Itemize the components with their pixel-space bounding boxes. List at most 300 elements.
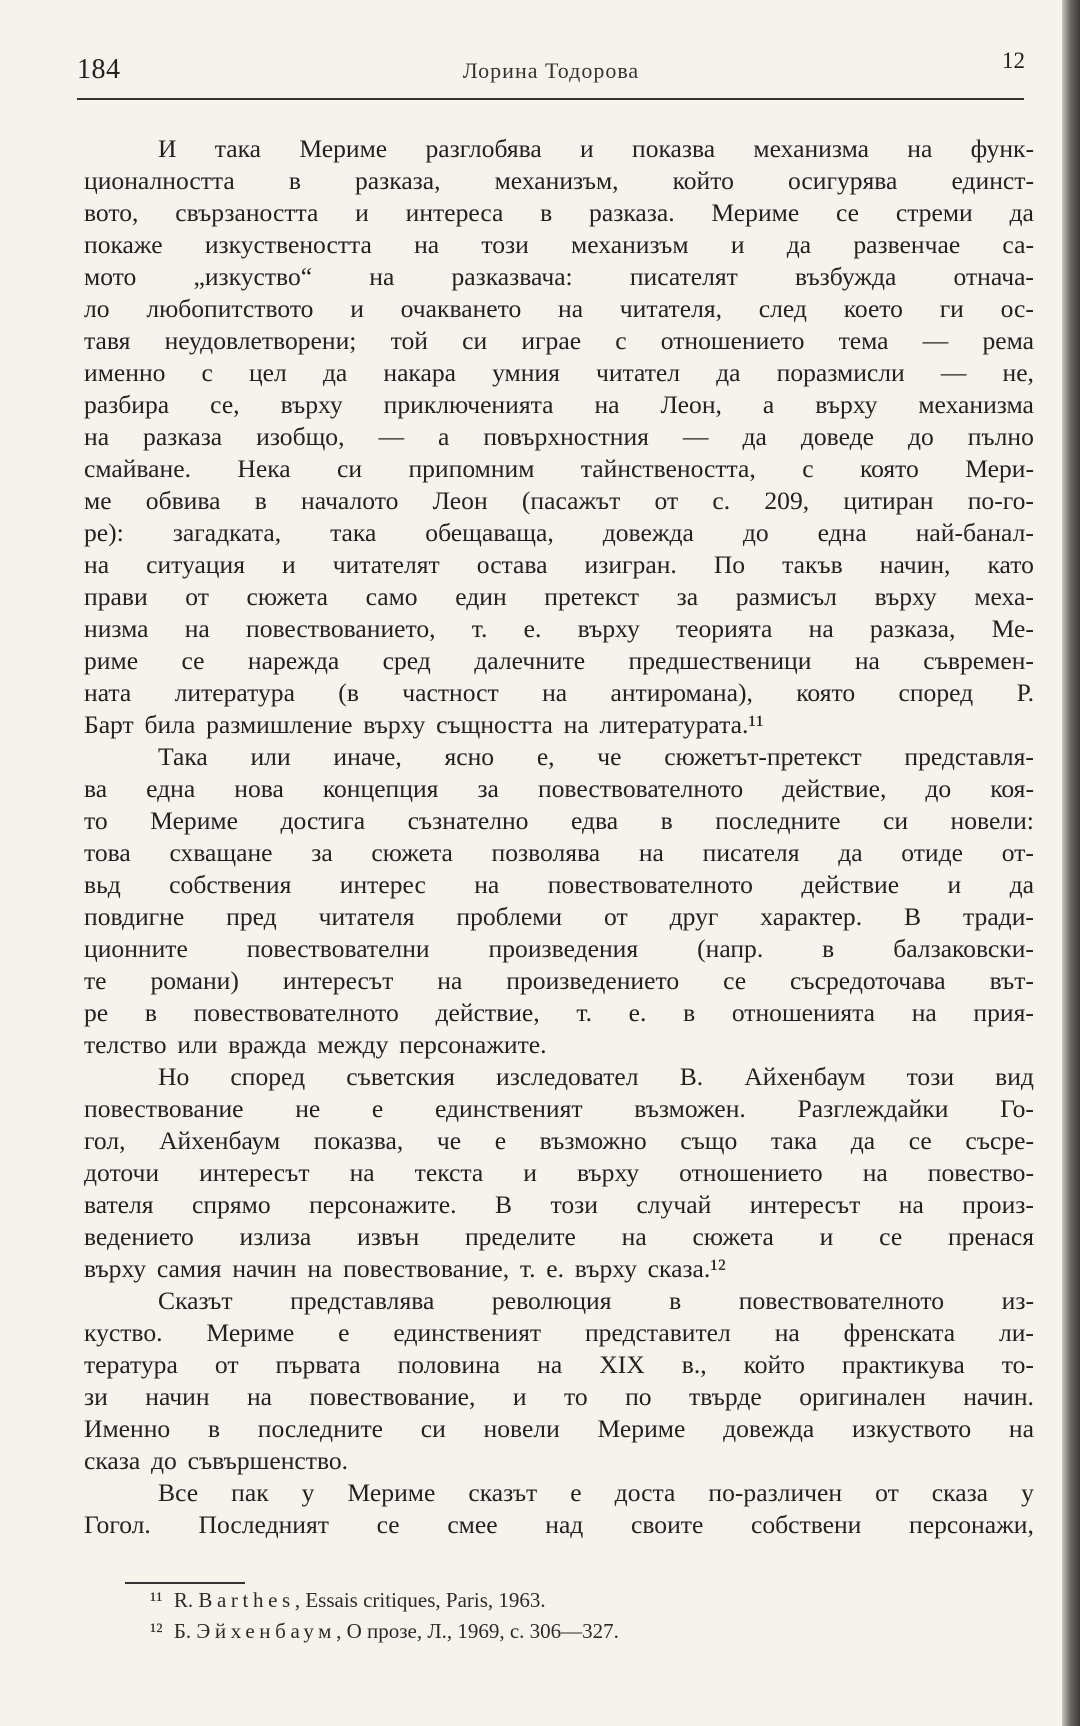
word: да — [850, 1126, 876, 1155]
word: първата — [275, 1350, 361, 1379]
word: се — [908, 1126, 932, 1155]
running-head — [77, 48, 1025, 88]
word: революция — [491, 1286, 612, 1315]
word: иначе, — [333, 742, 402, 771]
word: ос- — [1000, 294, 1034, 323]
text-line — [84, 1157, 1034, 1189]
word: куство. — [84, 1318, 163, 1347]
word: Сказът — [158, 1286, 233, 1315]
word: върху — [576, 1158, 640, 1187]
word: ва — [84, 774, 108, 803]
word: повествование, — [343, 1254, 510, 1283]
word: пак — [231, 1478, 269, 1507]
word: възбужда — [795, 262, 897, 291]
word: в — [669, 1286, 682, 1315]
footnote-text: , О прозе, Л., 1969, с. 306—327. — [336, 1619, 619, 1643]
word: вът- — [989, 966, 1034, 995]
word: след — [758, 294, 807, 323]
text-line — [84, 1477, 1034, 1509]
word: на — [1008, 1414, 1034, 1443]
word: (пасажът — [521, 486, 621, 515]
word: очакването — [400, 294, 522, 323]
word: произведения — [488, 934, 639, 963]
word: представля- — [904, 742, 1034, 771]
word: сказът — [468, 1478, 538, 1507]
book-spine-shadow — [1062, 0, 1080, 1726]
word: по — [625, 1382, 652, 1411]
word: сказа.¹² — [647, 1254, 726, 1283]
word: В — [904, 902, 922, 931]
word: за — [311, 838, 333, 867]
word: Но — [158, 1062, 190, 1091]
word: риме — [84, 646, 139, 675]
word: покаже — [84, 230, 163, 259]
text-line — [84, 1381, 1034, 1413]
word: тема — [838, 326, 889, 355]
word: в — [144, 998, 157, 1027]
word: върху — [815, 390, 878, 419]
footnote-rule — [125, 1582, 245, 1584]
word: да — [786, 230, 812, 259]
word: повествователното — [738, 1286, 945, 1315]
word: прия- — [973, 998, 1034, 1027]
word: ме — [84, 486, 112, 515]
word: в — [540, 198, 553, 227]
word: произ- — [962, 1190, 1034, 1219]
word: на — [594, 390, 620, 419]
word: читателя, — [619, 294, 723, 323]
word: оригинален — [799, 1382, 926, 1411]
word: ли- — [998, 1318, 1034, 1347]
word: разглобява — [425, 134, 542, 163]
text-line — [84, 1253, 1034, 1285]
word: случай — [636, 1190, 712, 1219]
word: на — [774, 1318, 800, 1347]
word: разказа, — [355, 166, 441, 195]
text-line — [84, 1317, 1034, 1349]
word: отношението — [660, 326, 805, 355]
word: именно — [84, 358, 166, 387]
word: проблеми — [456, 902, 563, 931]
body-text — [84, 133, 1034, 1541]
word: разказвача: — [451, 262, 573, 291]
word: съветския — [346, 1062, 455, 1091]
word: да — [742, 422, 767, 451]
word: мото — [84, 262, 137, 291]
text-line — [84, 837, 1034, 869]
word: извън — [357, 1222, 420, 1251]
word: механизма — [753, 134, 869, 163]
word: функ- — [970, 134, 1034, 163]
word: позволява — [491, 838, 601, 867]
word: ло — [84, 294, 110, 323]
word: писателя — [702, 838, 800, 867]
word: от — [654, 486, 679, 515]
word: обвива — [145, 486, 221, 515]
word: Нека — [237, 454, 291, 483]
word: — — [682, 422, 709, 451]
word: ционалността — [84, 166, 235, 195]
text-line — [84, 741, 1034, 773]
word: в — [288, 166, 301, 195]
word: и — [355, 198, 369, 227]
word: читателят — [332, 550, 440, 579]
word: на — [542, 678, 568, 707]
word: който — [672, 166, 734, 195]
word: на — [898, 1190, 924, 1219]
word: зи — [84, 1382, 108, 1411]
text-line — [84, 165, 1034, 197]
word: от- — [1001, 838, 1034, 867]
word: из- — [1001, 1286, 1034, 1315]
word: читател — [595, 358, 681, 387]
word: интерес — [339, 870, 426, 899]
page-number: 184 — [77, 54, 121, 85]
word: на — [349, 1158, 375, 1187]
word: да — [838, 838, 863, 867]
word: т. — [576, 998, 592, 1027]
word: персонажи, — [909, 1510, 1034, 1539]
word: до — [151, 1446, 177, 1475]
word: Гогол. — [84, 1510, 151, 1539]
word: отношенията — [731, 998, 876, 1027]
word: не — [295, 1094, 321, 1123]
word: практикува — [841, 1350, 965, 1379]
word: вото, — [84, 198, 139, 227]
word: с — [615, 326, 627, 355]
word: вид — [995, 1062, 1034, 1091]
word: механизъм, — [494, 166, 619, 195]
text-line — [84, 197, 1034, 229]
word: изкуствеността — [204, 230, 372, 259]
footnote-author-initial: R. — [173, 1588, 194, 1612]
word: върху — [280, 390, 343, 419]
word: в — [822, 934, 835, 963]
word: тавя — [84, 326, 131, 355]
word: показва, — [313, 1126, 404, 1155]
word: половина — [397, 1350, 501, 1379]
word: спрямо — [192, 1190, 271, 1219]
word: между — [317, 1030, 389, 1059]
word: което — [843, 294, 903, 323]
text-line — [84, 1221, 1034, 1253]
word: произведението — [506, 966, 680, 995]
word: повество- — [927, 1158, 1034, 1187]
word: съсредоточава — [790, 966, 946, 995]
word: пред — [226, 902, 277, 931]
word: интереса — [405, 198, 504, 227]
word: новели: — [950, 806, 1034, 835]
word: интересът — [199, 1158, 310, 1187]
word: то — [564, 1382, 588, 1411]
word: действие, — [435, 998, 540, 1027]
word: изобщо, — [256, 422, 345, 451]
word: е — [494, 1126, 507, 1155]
word: на — [621, 1222, 647, 1251]
text-line — [84, 293, 1034, 325]
word: сюжета — [692, 1222, 774, 1251]
word: телство — [84, 1030, 167, 1059]
word: до — [742, 518, 769, 547]
text-line — [84, 1061, 1034, 1093]
word: цел — [248, 358, 287, 387]
word: новели — [483, 1414, 560, 1443]
word: върху — [574, 1254, 637, 1283]
word: интересът — [749, 1190, 861, 1219]
word: единственият — [393, 1318, 542, 1347]
text-line — [84, 325, 1034, 357]
word: е. — [523, 614, 542, 643]
word: XIX — [599, 1350, 645, 1379]
word: повествованието, — [246, 614, 436, 643]
word: на — [558, 294, 584, 323]
word: И — [158, 134, 177, 163]
text-line — [84, 549, 1034, 581]
word: този — [550, 1190, 598, 1219]
word: литературата.¹¹ — [599, 710, 764, 739]
word: на — [307, 1254, 333, 1283]
word: на — [862, 1158, 888, 1187]
word: последните — [257, 1414, 384, 1443]
word: и — [580, 134, 594, 163]
word: ната — [84, 678, 132, 707]
text-line — [84, 517, 1034, 549]
text-line — [84, 1029, 1034, 1061]
word: сред — [382, 646, 431, 675]
word: цитиран — [843, 486, 934, 515]
word: повествование — [84, 1094, 244, 1123]
word: повдигне — [84, 902, 185, 931]
word: загадката, — [172, 518, 282, 547]
footnote-number: ¹¹ — [150, 1588, 163, 1612]
word: и — [350, 294, 364, 323]
word: изкуството — [851, 1414, 972, 1443]
word: си — [420, 1414, 446, 1443]
text-line — [84, 1189, 1034, 1221]
word: така — [214, 134, 262, 163]
word: поразмисли — [776, 358, 905, 387]
word: текста — [414, 1158, 484, 1187]
word: литература — [174, 678, 295, 707]
word: а — [438, 422, 450, 451]
word: съзнателно — [407, 806, 529, 835]
word: на — [184, 614, 210, 643]
word: или — [177, 1030, 218, 1059]
word: се, — [210, 390, 240, 419]
word: у — [1021, 1478, 1034, 1507]
word: който — [743, 1350, 805, 1379]
word: ги — [939, 294, 964, 323]
word: рема — [982, 326, 1034, 355]
word: частност — [402, 678, 499, 707]
word: „изкуство“ — [193, 262, 313, 291]
word: Разглеждайки — [797, 1094, 949, 1123]
word: е — [338, 1318, 350, 1347]
word: била — [144, 710, 196, 739]
word: размишление — [206, 710, 353, 739]
header-rule — [77, 98, 1024, 100]
word: довежда — [723, 1414, 815, 1443]
text-line — [84, 1413, 1034, 1445]
text-line — [84, 1125, 1034, 1157]
word: една — [146, 774, 196, 803]
word: своите — [631, 1510, 704, 1539]
word: предшественици — [628, 646, 812, 675]
word: а — [762, 390, 775, 419]
word: романи) — [150, 966, 239, 995]
word: е — [570, 1478, 582, 1507]
word: балзаковски- — [893, 934, 1034, 963]
word: ведението — [84, 1222, 194, 1251]
word: (напр. — [697, 934, 764, 963]
word: на — [84, 422, 110, 451]
word: върху — [84, 1254, 147, 1283]
word: ре — [84, 998, 109, 1027]
word: схващане — [169, 838, 273, 867]
word: друг — [669, 902, 719, 931]
text-line — [84, 1445, 1034, 1477]
word: довежда — [602, 518, 694, 547]
word: си — [882, 806, 909, 835]
word: собствения — [169, 870, 292, 899]
word: сюжета — [246, 582, 328, 611]
word: В — [494, 1190, 513, 1219]
word: — — [378, 422, 405, 451]
word: у — [301, 1478, 315, 1507]
word: в — [207, 1414, 221, 1443]
word: — — [922, 326, 949, 355]
word: доведе — [800, 422, 874, 451]
word: Айхенбаум — [744, 1062, 866, 1091]
word: на — [537, 1350, 563, 1379]
word: от — [185, 582, 209, 611]
word: вьд — [84, 870, 121, 899]
word: Мериме — [150, 806, 238, 835]
word: се — [723, 966, 747, 995]
word: възможен. — [634, 1094, 746, 1123]
word: развенчае — [853, 230, 961, 259]
word: тература — [84, 1350, 178, 1379]
word: си — [462, 326, 488, 355]
word: действие, — [782, 774, 887, 803]
word: разказа, — [869, 614, 956, 643]
word: че — [436, 1126, 462, 1155]
word: единст- — [951, 166, 1034, 195]
word: сюжетът-претекст — [664, 742, 862, 771]
word: Айхенбаум — [159, 1126, 281, 1155]
text-line — [84, 1349, 1034, 1381]
word: повествователни — [246, 934, 430, 963]
word: е. — [628, 998, 647, 1027]
word: персонажите. — [399, 1030, 547, 1059]
word: смее — [447, 1510, 498, 1539]
word: механизъм — [571, 230, 689, 259]
word: съсре- — [965, 1126, 1034, 1155]
word: характер. — [760, 902, 863, 931]
word: с — [802, 454, 814, 483]
text-line — [84, 901, 1034, 933]
word: играе — [521, 326, 582, 355]
word: Мериме — [299, 134, 388, 163]
word: до — [907, 422, 934, 451]
word: един — [455, 582, 507, 611]
text-line — [84, 453, 1034, 485]
word: пренася — [947, 1222, 1034, 1251]
chapter-number: 12 — [1002, 48, 1025, 73]
text-line — [84, 261, 1034, 293]
word: смайване. — [84, 454, 191, 483]
word: отношението — [679, 1158, 823, 1187]
word: на — [246, 1382, 273, 1411]
word: сказа — [84, 1446, 141, 1475]
word: Барт — [84, 710, 134, 739]
word: повествователното — [547, 870, 753, 899]
text-line — [84, 965, 1034, 997]
word: доточи — [84, 1158, 160, 1187]
word: с — [201, 358, 213, 387]
word: според — [898, 678, 974, 707]
word: си — [337, 454, 363, 483]
word: ясно — [444, 742, 495, 771]
word: изследовател — [496, 1062, 639, 1091]
word: същността — [436, 710, 553, 739]
word: не, — [1002, 358, 1034, 387]
word: такъв — [782, 550, 843, 579]
word: Ме- — [991, 614, 1034, 643]
text-line — [84, 677, 1034, 709]
word: пределите — [464, 1222, 576, 1251]
word: върху — [577, 614, 640, 643]
word: така — [770, 1126, 818, 1155]
word: вражда — [228, 1030, 307, 1059]
word: едва — [570, 806, 619, 835]
word: интересът — [282, 966, 394, 995]
word: сюжета — [371, 838, 453, 867]
word: върху — [363, 710, 426, 739]
word: Мериме — [597, 1414, 686, 1443]
text-line — [84, 485, 1034, 517]
text-line — [84, 997, 1034, 1029]
footnote-number: ¹² — [150, 1619, 163, 1643]
word: да — [716, 358, 741, 387]
word: свързаността — [175, 198, 319, 227]
word: ционните — [84, 934, 188, 963]
word: то- — [1001, 1350, 1034, 1379]
text-line — [84, 1285, 1034, 1317]
word: на — [563, 710, 589, 739]
word: на — [854, 646, 880, 675]
word: Мериме — [711, 198, 800, 227]
word: По — [713, 550, 746, 579]
word: това — [84, 838, 131, 867]
text-line — [84, 581, 1034, 613]
footnote-author: Barthes — [198, 1588, 295, 1612]
word: меха- — [974, 582, 1034, 611]
word: този — [481, 230, 529, 259]
word: от — [875, 1478, 899, 1507]
running-head-author: Лорина Тодорова — [462, 58, 640, 83]
word: е. — [546, 1254, 565, 1283]
word: стреми — [895, 198, 973, 227]
word: ре): — [84, 518, 124, 547]
word: писателят — [629, 262, 738, 291]
word: са- — [1002, 230, 1034, 259]
word: в., — [681, 1350, 707, 1379]
word: В. — [679, 1062, 704, 1091]
word: така — [330, 518, 377, 547]
word: най-банал- — [915, 518, 1034, 547]
word: съвършенство. — [187, 1446, 349, 1475]
